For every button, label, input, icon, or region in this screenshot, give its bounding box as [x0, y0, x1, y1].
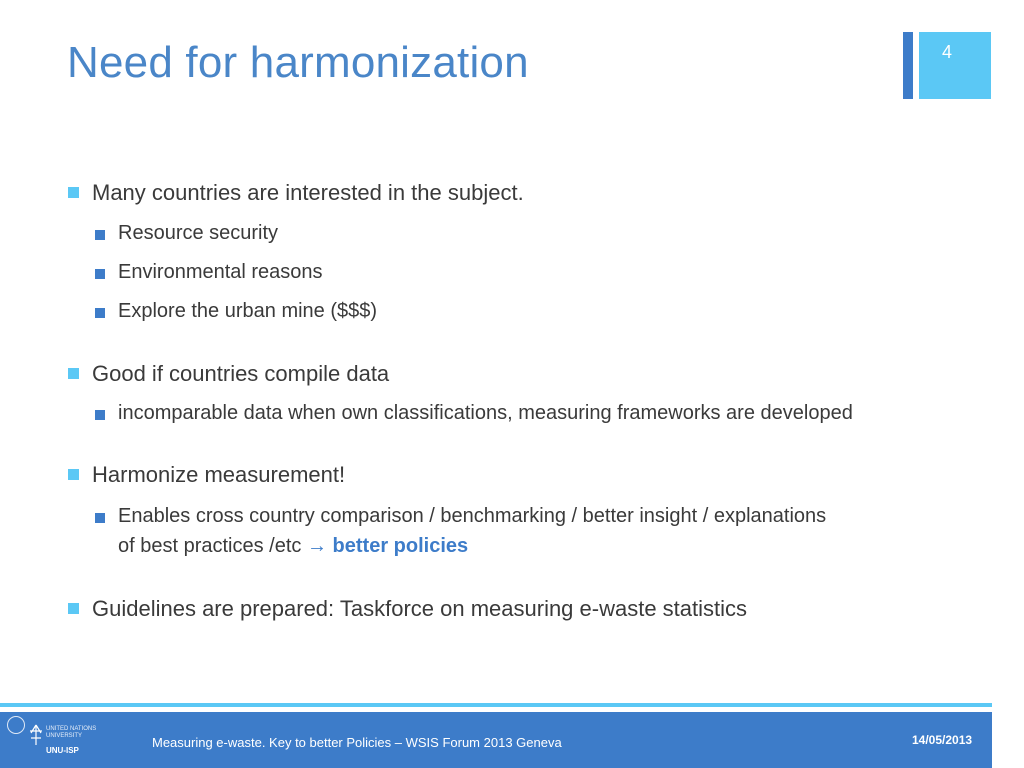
bullet-square: [68, 368, 79, 379]
sub-bullet-square: [95, 308, 105, 318]
footer-text: Measuring e-waste. Key to better Policies – WSIS Forum 2013 Geneva: [152, 735, 562, 750]
footer-date: 14/05/2013: [912, 733, 973, 747]
bullet-square: [68, 469, 79, 480]
page-number: 4: [941, 42, 952, 62]
footer-divider: [0, 703, 992, 707]
bullet-square: [68, 187, 79, 198]
logo: [4, 714, 124, 768]
un-emblem-icon: [7, 716, 25, 734]
sub-bullet-continuation: [118, 535, 468, 558]
sub-bullet-item: incomparable data when own classifications, measuring frameworks are developed: [118, 402, 853, 424]
bullet-item: Harmonize measurement!: [92, 462, 346, 487]
bullet-square: [68, 603, 79, 614]
logo-org-name: UNITED NATIONS UNIVERSITY: [46, 726, 97, 739]
unu-logo-icon: [28, 724, 44, 746]
sub-bullet-square: [95, 513, 105, 523]
sub-bullet-square: [95, 230, 105, 240]
emphasis-text: better policies: [332, 535, 469, 557]
slide-title: Need for harmonization: [67, 38, 529, 87]
sub-bullet-item: Enables cross country comparison / benchmarking / better insight / explanations: [118, 505, 827, 527]
sub-bullet-square: [95, 269, 105, 279]
sub-bullet-item: Resource security: [118, 222, 279, 244]
logo-abbrev: UNU-ISP: [46, 746, 79, 755]
right-arrow-icon: →: [306, 535, 327, 557]
sub-bullet-item: Environmental reasons: [118, 261, 323, 283]
sub-bullet-square: [95, 410, 105, 420]
bullet-item: Guidelines are prepared: Taskforce on measuring e-waste statistics: [92, 596, 748, 621]
sub-bullet-text: of best practices /etc: [118, 535, 302, 557]
bullet-item: Many countries are interested in the subject.: [92, 180, 524, 205]
sub-bullet-item: Explore the urban mine ($$$): [118, 300, 378, 322]
bullet-item: Good if countries compile data: [92, 361, 390, 386]
